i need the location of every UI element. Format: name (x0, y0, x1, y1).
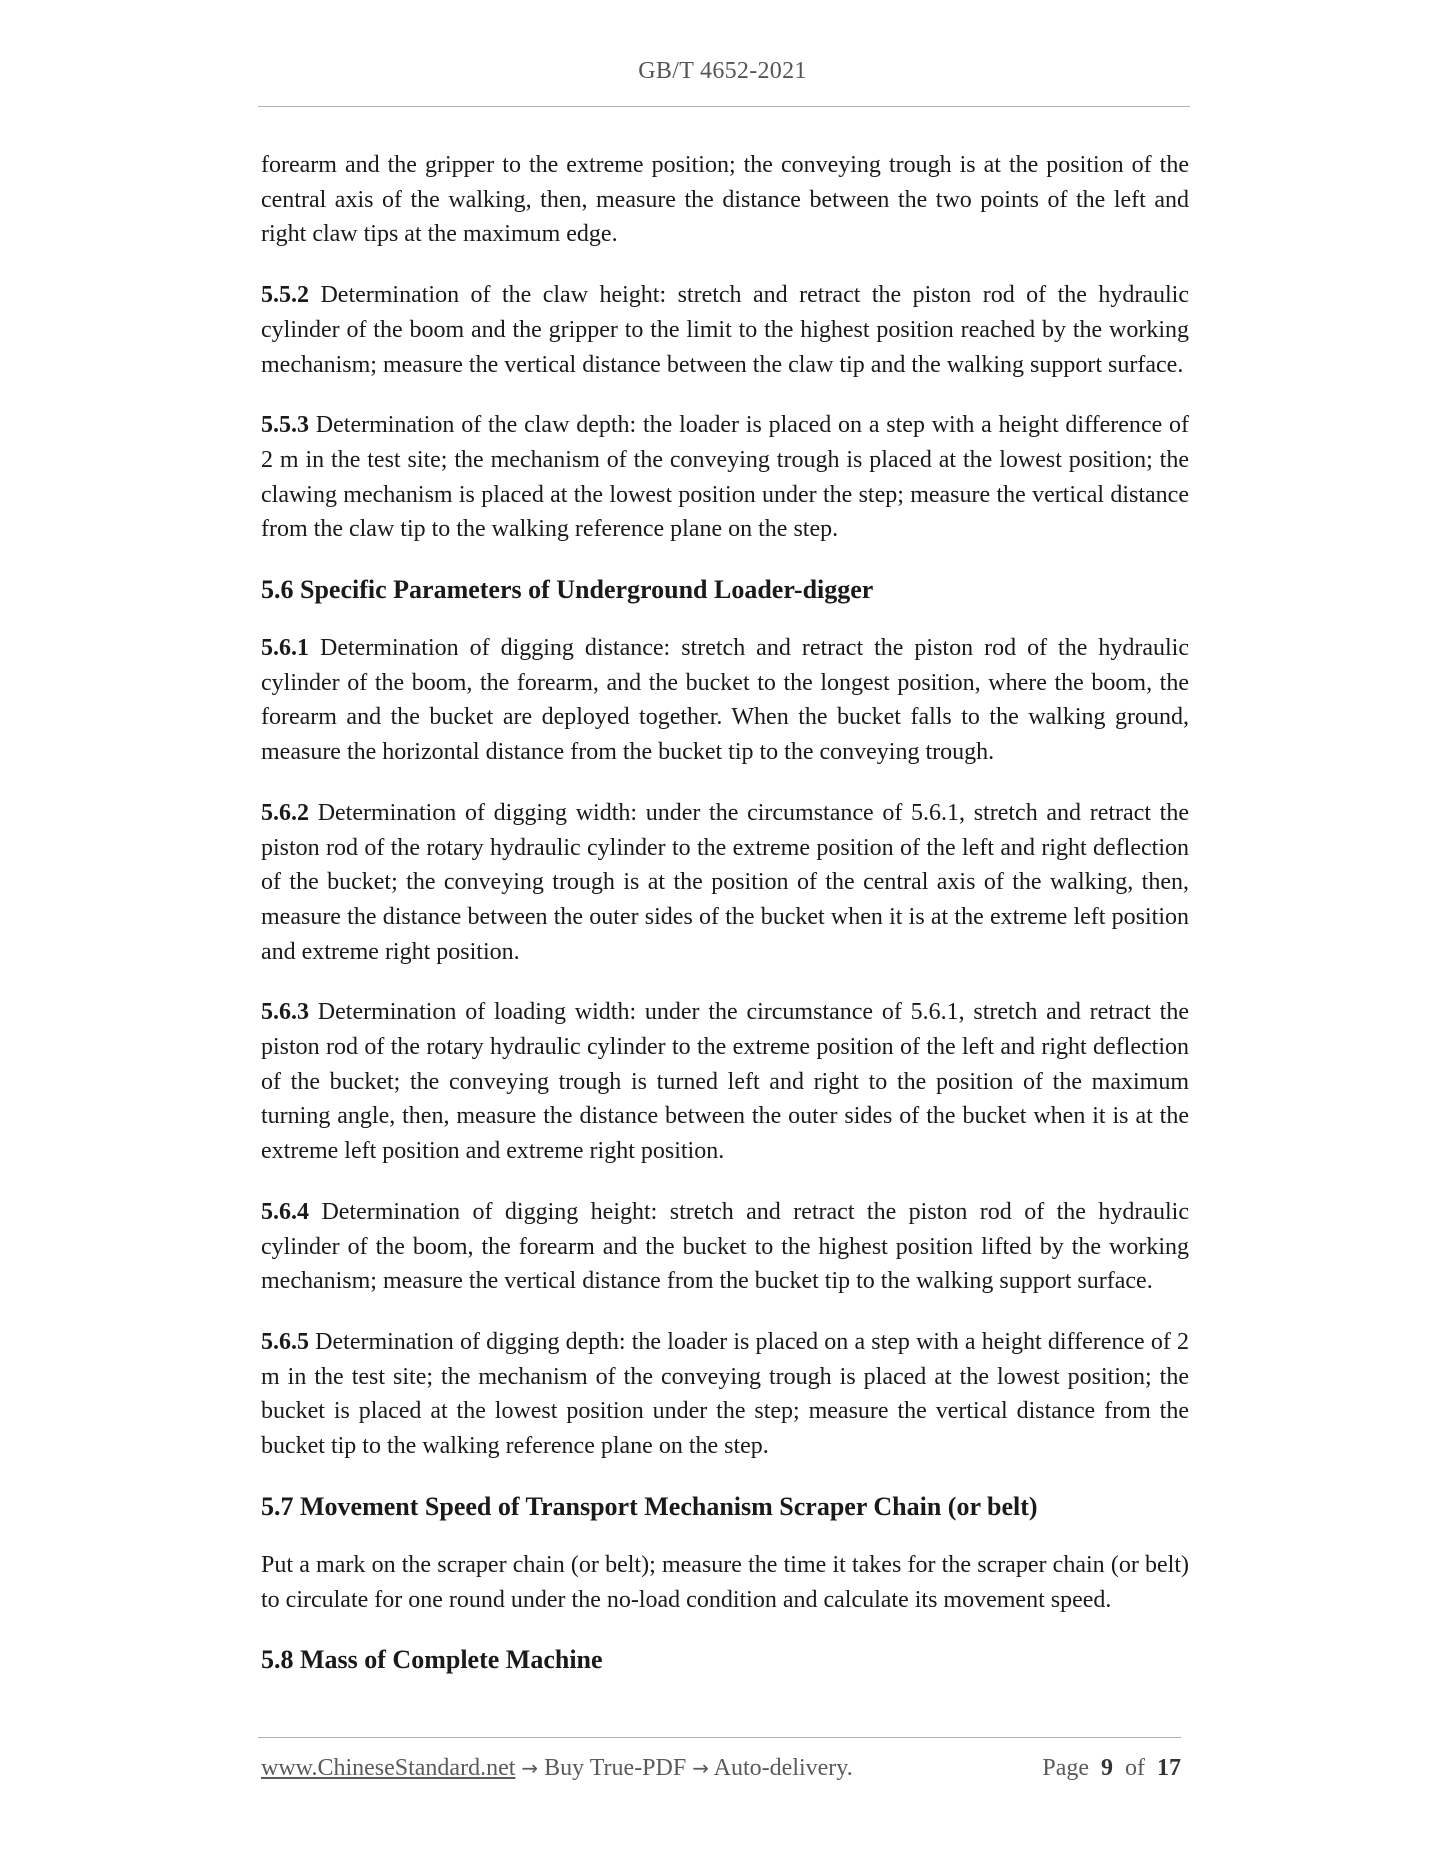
clause-number: 5.5.2 (261, 282, 309, 309)
paragraph-text: Determination of digging depth: the loader is placed on a step with a height difference of 2 m in the test site; the mechanism of the conveying trough is placed at the lowest position; the bucket is placed at the lowest position under the step; measure the vertical distance from the bucket tip to the walking reference plane on the step. (261, 1328, 1190, 1460)
paragraph (261, 278, 1189, 382)
total-page-number: 17 (1157, 1755, 1181, 1781)
clause-number: 5.6.4 (261, 1198, 309, 1225)
paragraph-text: Determination of the claw depth: the loader is placed on a step with a height difference of 2 m in the test site; the mechanism of the conveying trough is placed at the lowest position; the clawing mechanism is placed at the lowest position under the step; measure the vertical distance from the claw tip to the walking reference plane on the step. (261, 412, 1190, 543)
paragraph (261, 408, 1189, 547)
footer-divider (258, 1737, 1181, 1738)
page-label: Page (1042, 1755, 1089, 1781)
paragraph-text: Put a mark on the scraper chain (or belt); measure the time it takes for the scraper chain (or belt) to circulate for one round under the no-load condition and calculate its movement speed. (261, 1551, 1189, 1613)
paragraph-text: Determination of the claw height: stretch and retract the piston rod of the hydraulic cylinder of the boom and the gripper to the limit to the highest position reached by the working mechanism; measure the vertical distance between the claw tip and the walking support surface. (261, 282, 1190, 378)
arrow-right-icon: → (521, 1756, 539, 1780)
paragraph-text: Determination of digging distance: stretch and retract the piston rod of the hydraulic cylinder of the boom, the forearm, and the bucket to the longest position, where the boom, the forearm and the bucket are deployed together. When the bucket falls to the walking ground, measure the horizontal distance from the bucket tip to the conveying trough. (261, 635, 1189, 766)
website-link[interactable]: www.ChineseStandard.net (261, 1755, 516, 1781)
paragraph (261, 796, 1189, 970)
paragraph (261, 1195, 1189, 1299)
document-body (261, 148, 1189, 1701)
header-divider (258, 106, 1190, 107)
arrow-right-icon: → (692, 1756, 709, 1780)
of-label: of (1125, 1755, 1145, 1781)
page-indicator (1042, 1755, 1181, 1782)
buy-pdf-text: Buy True-PDF (544, 1755, 687, 1781)
paragraph-text: Determination of digging height: stretch and retract the piston rod of the hydraulic cylinder of the boom, the forearm and the bucket to the highest position lifted by the working mechanism; measure the vertical distance from the bucket tip to the walking support surface. (261, 1198, 1189, 1295)
paragraph (261, 148, 1189, 252)
paragraph (261, 995, 1189, 1169)
clause-number: 5.6.1 (261, 635, 309, 662)
clause-number: 5.6.5 (261, 1328, 309, 1355)
document-code-header: GB/T 4652-2021 (638, 58, 807, 84)
clause-number: 5.6.2 (261, 799, 309, 826)
page-footer (261, 1755, 1181, 1791)
section-heading: 5.7 Movement Speed of Transport Mechanism Scraper Chain (or belt) (261, 1491, 1038, 1521)
paragraph (261, 631, 1189, 770)
clause-number: 5.6.3 (261, 999, 309, 1026)
footer-promo (261, 1755, 853, 1782)
section-heading: 5.6 Specific Parameters of Underground Loader-digger (261, 575, 874, 605)
paragraph-text: Determination of loading width: under the circumstance of 5.6.1, stretch and retract the piston rod of the rotary hydraulic cylinder to the extreme position of the left and right deflection of the bucket; the conveying trough is turned left and right to the position of the maximum turning angle, then, measure the distance between the outer sides of the bucket when it is at the extreme left position and extreme right position. (261, 999, 1190, 1165)
clause-number: 5.5.3 (261, 412, 309, 439)
section-heading: 5.8 Mass of Complete Machine (261, 1645, 603, 1675)
paragraph (261, 1325, 1189, 1464)
auto-delivery-text: Auto-delivery. (713, 1755, 853, 1781)
paragraph (261, 1548, 1189, 1617)
paragraph-text: Determination of digging width: under the circumstance of 5.6.1, stretch and retract the piston rod of the rotary hydraulic cylinder to the extreme position of the left and right deflection of the bucket; the conveying trough is at the position of the central axis of the walking, then, measure the distance between the outer sides of the bucket when it is at the extreme left position and extreme right position. (261, 799, 1189, 965)
paragraph-text: forearm and the gripper to the extreme position; the conveying trough is at the position of the central axis of the walking, then, measure the distance between the two points of the left and right claw tips at the maximum edge. (261, 152, 1189, 248)
current-page-number: 9 (1101, 1755, 1113, 1781)
